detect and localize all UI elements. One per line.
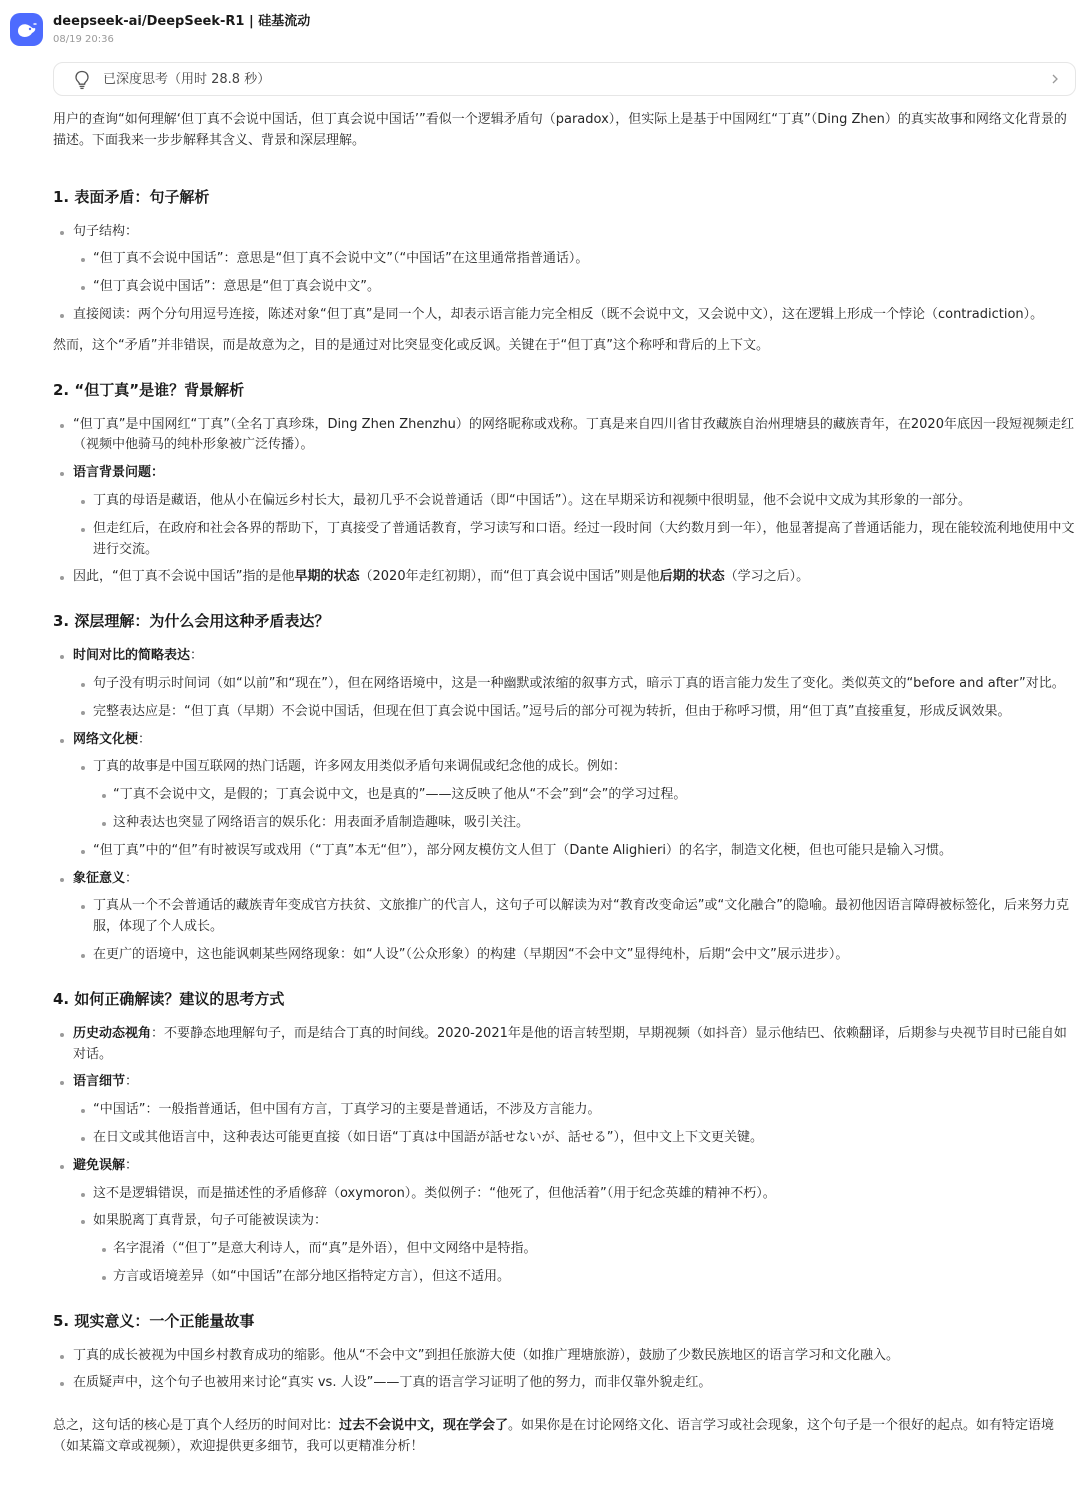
section-3	[53, 610, 1077, 966]
list-item: 句子没有明示时间词（如“以前”和“现在”），但在网络语境中，这是一种幽默或浓缩的叙事方式，暗示丁真的语言能力发生了变化。类似英文的“before and after”对比。	[53, 674, 1077, 695]
list-item	[53, 1072, 1077, 1093]
section-5	[53, 1310, 1077, 1395]
list-item: 在日文或其他语言中，这种表达可能更直接（如日语“丁真は中国語が話せないが、話せる”），但中文上下文更关键。	[53, 1128, 1077, 1149]
answer-content	[53, 110, 1077, 1458]
list-item: “但丁真不会说中国话”：意思是“但丁真不会说中文”（“中国话”在这里通常指普通话）。	[53, 249, 1077, 270]
bold-text: 语言背景问题：	[73, 465, 165, 481]
section-1	[53, 186, 1077, 357]
lightbulb-icon	[74, 70, 90, 90]
text: ：	[125, 870, 139, 886]
list-item: 完整表达应是：“但丁真（早期）不会说中国话，但现在但丁真会说中国话。”逗号后的部分可视为转折，但由于称呼习惯，用“但丁真”直接重复，形成反讽效果。	[53, 702, 1077, 723]
list-item: 在更广的语境中，这也能讽刺某些网络现象：如“人设”（公众形象）的构建（早期因“不会中文”显得纯朴，后期“会中文”展示进步）。	[53, 945, 1077, 966]
bold-text: 语言细节	[73, 1074, 126, 1090]
text: （学习之后）。	[724, 569, 810, 585]
list-item: 丁真的成长被视为中国乡村教育成功的缩影。他从“不会中文”到担任旅游大使（如推广理塘旅游），鼓励了少数民族地区的语言学习和文化融入。	[53, 1346, 1077, 1367]
bold-text: 时间对比的简略表达	[73, 648, 191, 664]
text: 。如果你是在讨论网络文化、语言学习或社会现象，这个句子是一个很好的起点。如有特定语境（如某篇文章或视频），欢迎提供更多细节，我可以更精准分析！	[53, 1418, 1055, 1455]
list-item: 丁真的故事是中国互联网的热门话题，许多网友用类似矛盾句来调侃或纪念他的成长。例如：	[53, 757, 1077, 778]
bold-text: 早期的状态	[294, 569, 360, 585]
text: ：	[190, 648, 204, 664]
deep-think-label: 已深度思考（用时 28.8 秒）	[103, 72, 271, 87]
bold-text: 历史动态视角	[73, 1025, 152, 1041]
list-item	[53, 1024, 1077, 1066]
list-item: 丁真的母语是藏语，他从小在偏远乡村长大，最初几乎不会说普通话（即“中国话”）。这在早期采访和视频中很明显，他不会说中文成为其形象的一部分。	[53, 491, 1077, 512]
text: 因此，“但丁真不会说中国话”指的是他	[73, 569, 295, 585]
bold-text: 过去不会说中文，现在学会了	[339, 1418, 509, 1434]
section-heading: 5. 现实意义：一个正能量故事	[53, 1311, 255, 1330]
paragraph: 然而，这个“矛盾”并非错误，而是故意为之，目的是通过对比突显变化或反讽。关键在于“但丁真”这个称呼和背后的上下文。	[53, 337, 769, 353]
list-item: 这种表达也突显了网络语言的娱乐化：用表面矛盾制造趣味，吸引关注。	[53, 813, 1077, 834]
list-item: “但丁真会说中国话”：意思是“但丁真会说中文”。	[53, 277, 1077, 298]
list-item: 句子结构：	[53, 222, 1077, 243]
whale-logo-icon	[16, 20, 38, 40]
list-item: 丁真从一个不会普通话的藏族青年变成官方扶贫、文旅推广的代言人，这句子可以解读为对“教育改变命运”或“文化融合”的隐喻。最初他因语言障碍被标签化，后来努力克服，体现了个人成长。	[53, 896, 1077, 938]
list-item: “但丁真”是中国网红“丁真”（全名丁真珍珠，Ding Zhen Zhenzhu）的网络昵称或戏称。丁真是来自四川省甘孜藏族自治州理塘县的藏族青年，在2020年底因一段短视频走红（视频中他骑马的纯朴形象被广泛传播）。	[53, 415, 1077, 457]
list-item	[53, 463, 1077, 484]
chevron-right-icon	[1049, 73, 1061, 85]
list-item	[53, 869, 1077, 890]
text: 总之，这句话的核心是丁真个人经历的时间对比：	[53, 1418, 340, 1434]
section-heading: 3. 深层理解：为什么会用这种矛盾表达？	[53, 612, 330, 631]
bold-text: 网络文化梗	[73, 731, 139, 747]
avatar	[10, 13, 43, 46]
list-item: 但走红后，在政府和社会各界的帮助下，丁真接受了普通话教育，学习读写和口语。经过一段时间（大约数月到一年），他显著提高了普通话能力，现在能较流利地使用中文进行交流。	[53, 519, 1077, 561]
bold-text: 象征意义	[73, 870, 126, 886]
list-item	[53, 1156, 1077, 1177]
model-title: deepseek-ai/DeepSeek-R1 | 硅基流动	[53, 14, 311, 29]
text: ：	[125, 1157, 139, 1173]
section-heading: 2. “但丁真”是谁？背景解析	[53, 380, 245, 399]
text: ：	[125, 1074, 139, 1090]
text: ：不要静态地理解句子，而是结合丁真的时间线。2020-2021年是他的语言转型期，早期视频（如抖音）显示他结巴、依赖翻译，后期参与央视节目时已能自如对话。	[73, 1025, 1067, 1062]
list-item: “但丁真”中的“但”有时被误写或戏用（“丁真”本无“但”），部分网友模仿文人但丁（Dante Alighieri）的名字，制造文化梗，但也可能只是输入习惯。	[53, 841, 1077, 862]
list-item: “丁真不会说中文，是假的；丁真会说中文，也是真的”——这反映了他从“不会”到“会”的学习过程。	[53, 785, 1077, 806]
list-item: 在质疑声中，这个句子也被用来讨论“真实 vs. 人设”——丁真的语言学习证明了他的努力，而非仅靠外貌走红。	[53, 1373, 1077, 1394]
list-item	[53, 646, 1077, 667]
list-item: 如果脱离丁真背景，句子可能被误读为：	[53, 1211, 1077, 1232]
message-timestamp: 08/19 20:36	[53, 34, 114, 45]
list-item: 这不是逻辑错误，而是描述性的矛盾修辞（oxymoron）。类似例子：“他死了，但他活着”（用于纪念英雄的精神不朽）。	[53, 1184, 1077, 1205]
deep-think-toggle[interactable]	[53, 62, 1076, 96]
message-header	[10, 10, 1070, 50]
bold-text: 后期的状态	[659, 569, 725, 585]
bold-text: 避免误解	[73, 1157, 126, 1173]
intro-paragraph: 用户的查询“如何理解‘但丁真不会说中国话，但丁真会说中国话’”看似一个逻辑矛盾句（paradox），但实际上是基于中国网红“丁真”（Ding Zhen）的真实故事和网络文化背景的描述。下面我来一步步解释其含义、背景和深层理解。	[53, 112, 1067, 148]
list-item: 方言或语境差异（如“中国话”在部分地区指特定方言），但这不适用。	[53, 1267, 1077, 1288]
list-item: “中国话”：一般指普通话，但中国有方言，丁真学习的主要是普通话，不涉及方言能力。	[53, 1100, 1077, 1121]
text: ：	[138, 731, 152, 747]
section-heading: 1. 表面矛盾：句子解析	[53, 187, 210, 206]
section-heading: 4. 如何正确解读？建议的思考方式	[53, 989, 285, 1008]
text: （2020年走红初期），而“但丁真会说中国话”则是他	[359, 569, 660, 585]
list-item	[53, 567, 1077, 588]
list-item: 直接阅读：两个分句用逗号连接，陈述对象“但丁真”是同一个人，却表示语言能力完全相反（既不会说中文，又会说中文），这在逻辑上形成一个悖论（contradiction）。	[53, 305, 1077, 326]
section-2	[53, 379, 1077, 589]
section-4	[53, 988, 1077, 1288]
conclusion-paragraph	[53, 1416, 1077, 1458]
list-item: 名字混淆（“但丁”是意大利诗人，而“真”是外语），但中文网络中是特指。	[53, 1239, 1077, 1260]
list-item	[53, 730, 1077, 751]
